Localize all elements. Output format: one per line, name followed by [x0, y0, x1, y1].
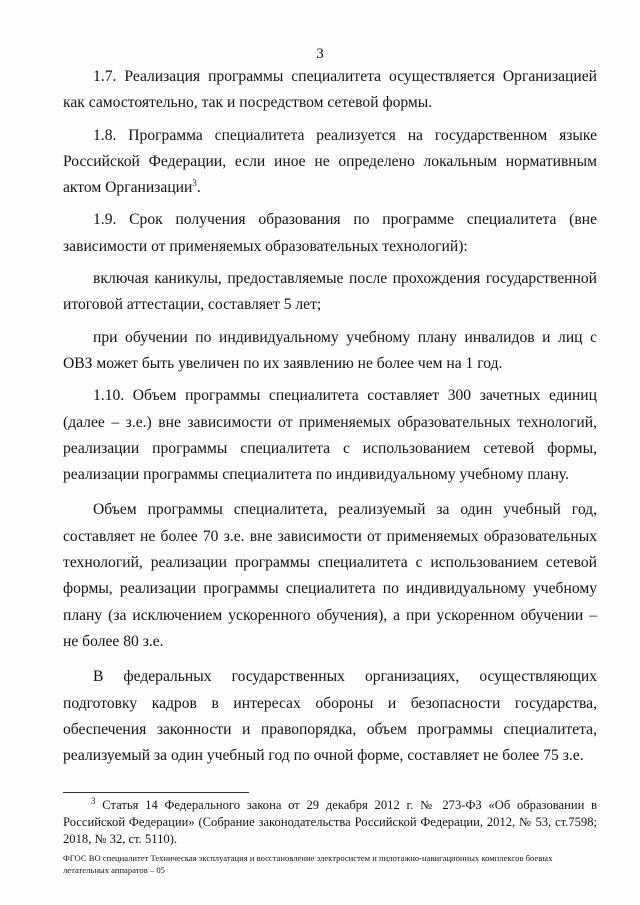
paragraph-1-8-text: 1.8. Программа специалитета реализуется на государственном языке Российской Федерации, если иное не определено локальным нормативным актом Организации — [63, 126, 597, 197]
footnote-divider — [63, 792, 249, 793]
footnote — [63, 797, 597, 848]
paragraph-1-8-end: . — [196, 179, 201, 197]
paragraph-term-individual-plan: при обучении по индивидуальному учебному плану инвалидов и лиц с ОВЗ может быть увеличен по их заявлению не более чем на 1 год. — [63, 328, 597, 372]
paragraph-1-8 — [63, 123, 597, 202]
page-number: 3 — [316, 46, 324, 62]
footnote-marker: 3 — [91, 795, 96, 806]
paragraph-term-holidays: включая каникулы, предоставляемые после прохождения государственной итоговой аттестации, составляет 5 лет; — [63, 270, 597, 314]
document-footer: ФГОС ВО специалитет Техническая эксплуатация и восстановление электросистем и пилотажно-навигационных комплексов боевых летательных аппаратов – 05 — [63, 853, 553, 875]
paragraph-1-7: 1.7. Реализация программы специалитета осуществляется Организацией как самостоятельно, так и посредством сетевой формы. — [63, 68, 597, 112]
document-body — [63, 64, 597, 775]
paragraph-1-9: 1.9. Срок получения образования по программе специалитета (вне зависимости от применяемых образовательных технологий): — [63, 211, 597, 255]
footnote-text: Статья 14 Федерального закона от 29 декабря 2012 г. № 273-ФЗ «Об образовании в Российской Федерации» (Собрание законодательства Российской Федерации, 2012, № 53, ст.7598; 2018, № 32, ст. 5110). — [63, 798, 597, 846]
paragraph-1-10: 1.10. Объем программы специалитета составляет 300 зачетных единиц (далее – з.е.) вне зависимости от применяемых образовательных технологий, реализации программы специалитета с использованием сетевой формы, реализации программы специалитета по индивидуальному учебному плану. — [63, 387, 597, 484]
paragraph-annual-volume: Объем программы специалитета, реализуемый за один учебный год, составляет не более 70 з.е. вне зависимости от применяемых образовательных технологий, реализации программы специалитета с использованием сетевой формы, реализации программы специалитета по индивидуальному учебному плану (за исключением ускоренного обучения), а при ускоренном обучении – не более 80 з.е. — [63, 501, 597, 650]
paragraph-federal-organizations: В федеральных государственных организациях, осуществляющих подготовку кадров в интересах обороны и безопасности государства, обеспечения законности и правопорядка, объем программы специалитета, реализуемый за один учебный год по очной форме, составляет не более 75 з.е. — [63, 668, 597, 765]
footnote-reference: 3 — [192, 178, 197, 188]
